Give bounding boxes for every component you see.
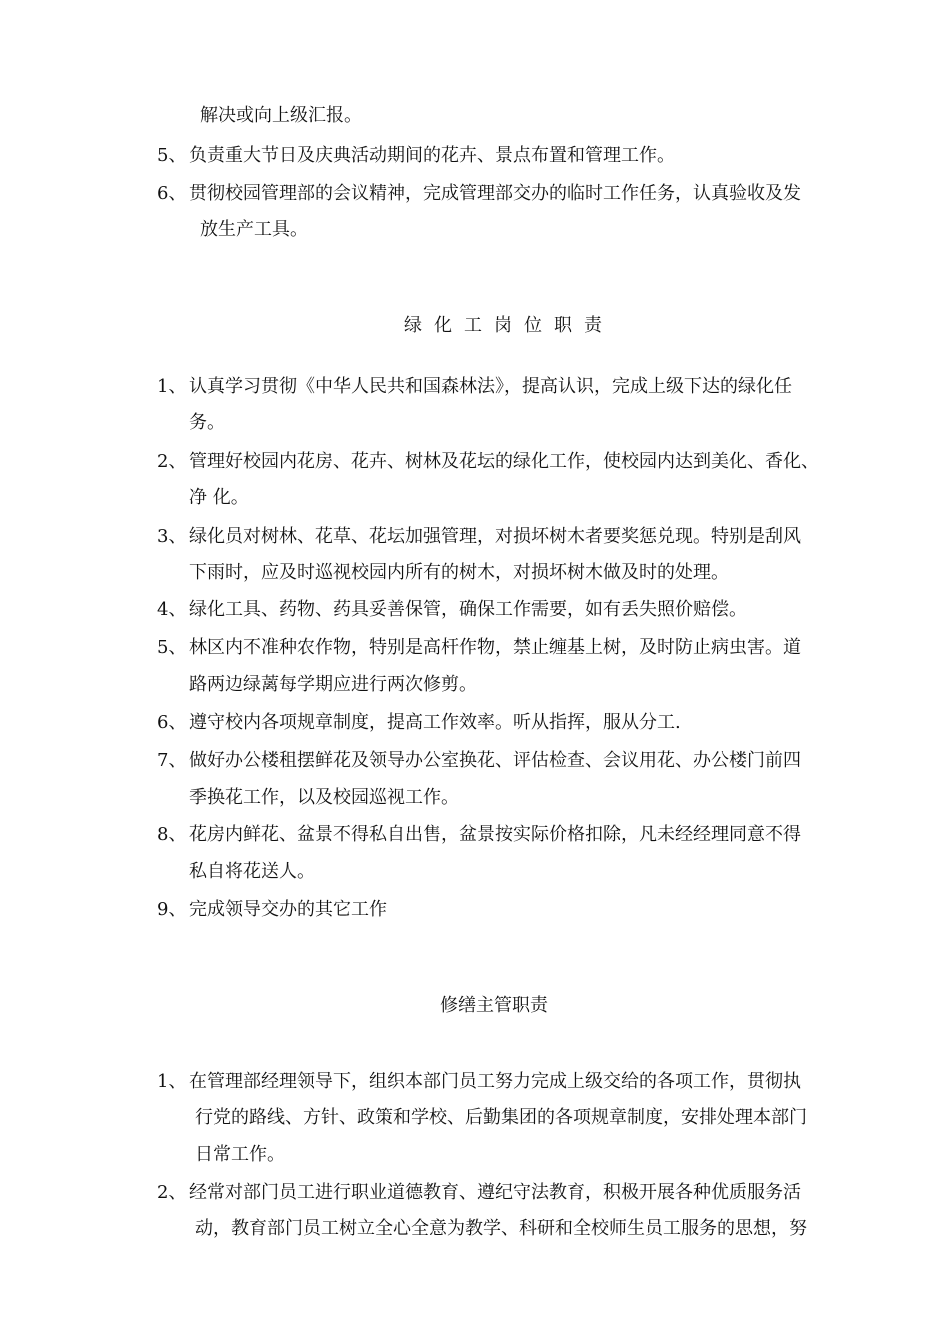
list-item-number: 1、 [157,376,187,397]
list-item-text: 在管理部经理领导下，组织本部门员工努力完成上级交给的各项工作，贯彻执 [189,1071,801,1092]
list-item-continuation [195,1217,807,1241]
list-item-text: 路两边绿蓠每学期应进行两次修剪。 [189,674,477,695]
list-item-text: 遵守校内各项规章制度，提高工作效率。听从指挥，服从分工. [189,712,681,733]
list-item-text: 绿化员对树林、花草、花坛加强管理，对损坏树木者要奖惩兑现。特别是刮风 [189,526,801,547]
list-item-number: 8、 [157,824,187,845]
list-item-number: 4、 [157,599,187,620]
list-item-text: 林区内不准种农作物，特别是高杆作物，禁止缠基上树，及时防止病虫害。道 [189,637,801,658]
list-item-text: 负责重大节日及庆典活动期间的花卉、景点布置和管理工作。 [189,145,675,166]
list-item-number: 5、 [157,637,187,658]
list-item-text: 认真学习贯彻《中华人民共和国森林法》，提高认识，完成上级下达的绿化任 [189,376,792,397]
list-item-continuation [189,561,729,585]
list-item-text: 管理好校园内花房、花卉、树林及花坛的绿化工作，使校园内达到美化、香化、 [189,451,819,472]
list-item-number: 2、 [157,1182,187,1203]
list-item-text: 经常对部门员工进行职业道德教育、遵纪守法教育，积极开展各种优质服务活 [189,1182,801,1203]
list-item-continuation [189,860,315,884]
list-item-continuation [189,411,225,435]
list-item-text: 季换花工作，以及校园巡视工作。 [189,787,459,808]
list-item-text: 放生产工具。 [200,219,308,240]
list-item-text: 下雨时，应及时巡视校园内所有的树木，对损坏树木做及时的处理。 [189,562,729,583]
list-item-number: 5、 [157,145,187,166]
list-item-number: 6、 [157,712,187,733]
list-item-continuation [195,1143,285,1167]
intro-item-6-line2 [200,218,308,242]
list-item-continuation [195,1106,807,1130]
list-item-continuation [189,673,477,697]
list-item-number: 6、 [157,183,187,204]
list-item-text: 绿化工具、药物、药具妥善保管，确保工作需要，如有丢失照价赔偿。 [189,599,747,620]
list-item-continuation [189,786,459,810]
list-item-text: 行党的路线、方针、政策和学校、后勤集团的各项规章制度，安排处理本部门 [195,1107,807,1128]
list-item-number: 1、 [157,1071,187,1092]
list-item-continuation [189,486,249,510]
list-item-text: 动，教育部门员工树立全心全意为教学、科研和全校师生员工服务的思想，努 [195,1218,807,1239]
section-title-greening: 绿化工岗位职责 [404,315,614,336]
list-item-text: 做好办公楼租摆鲜花及领导办公室换花、评估检查、会议用花、办公楼门前四 [189,750,801,771]
intro-item-continuation [200,104,362,128]
list-item-text: 花房内鲜花、盆景不得私自出售，盆景按实际价格扣除，凡未经经理同意不得 [189,824,801,845]
list-item-number: 3、 [157,526,187,547]
list-item-text: 日常工作。 [195,1144,285,1165]
list-item-number: 7、 [157,750,187,771]
list-item-number: 9、 [157,899,187,920]
list-item-text: 务。 [189,412,225,433]
list-item-text: 贯彻校园管理部的会议精神，完成管理部交办的临时工作任务，认真验收及发 [189,183,801,204]
list-item-number: 2、 [157,451,187,472]
list-item-text: 私自将花送人。 [189,861,315,882]
list-item-text: 完成领导交办的其它工作 [189,899,387,920]
list-item-text: 解决或向上级汇报。 [200,105,362,126]
section-title-maintenance: 修缮主管职责 [440,995,548,1016]
list-item-text: 净 化。 [189,487,249,508]
